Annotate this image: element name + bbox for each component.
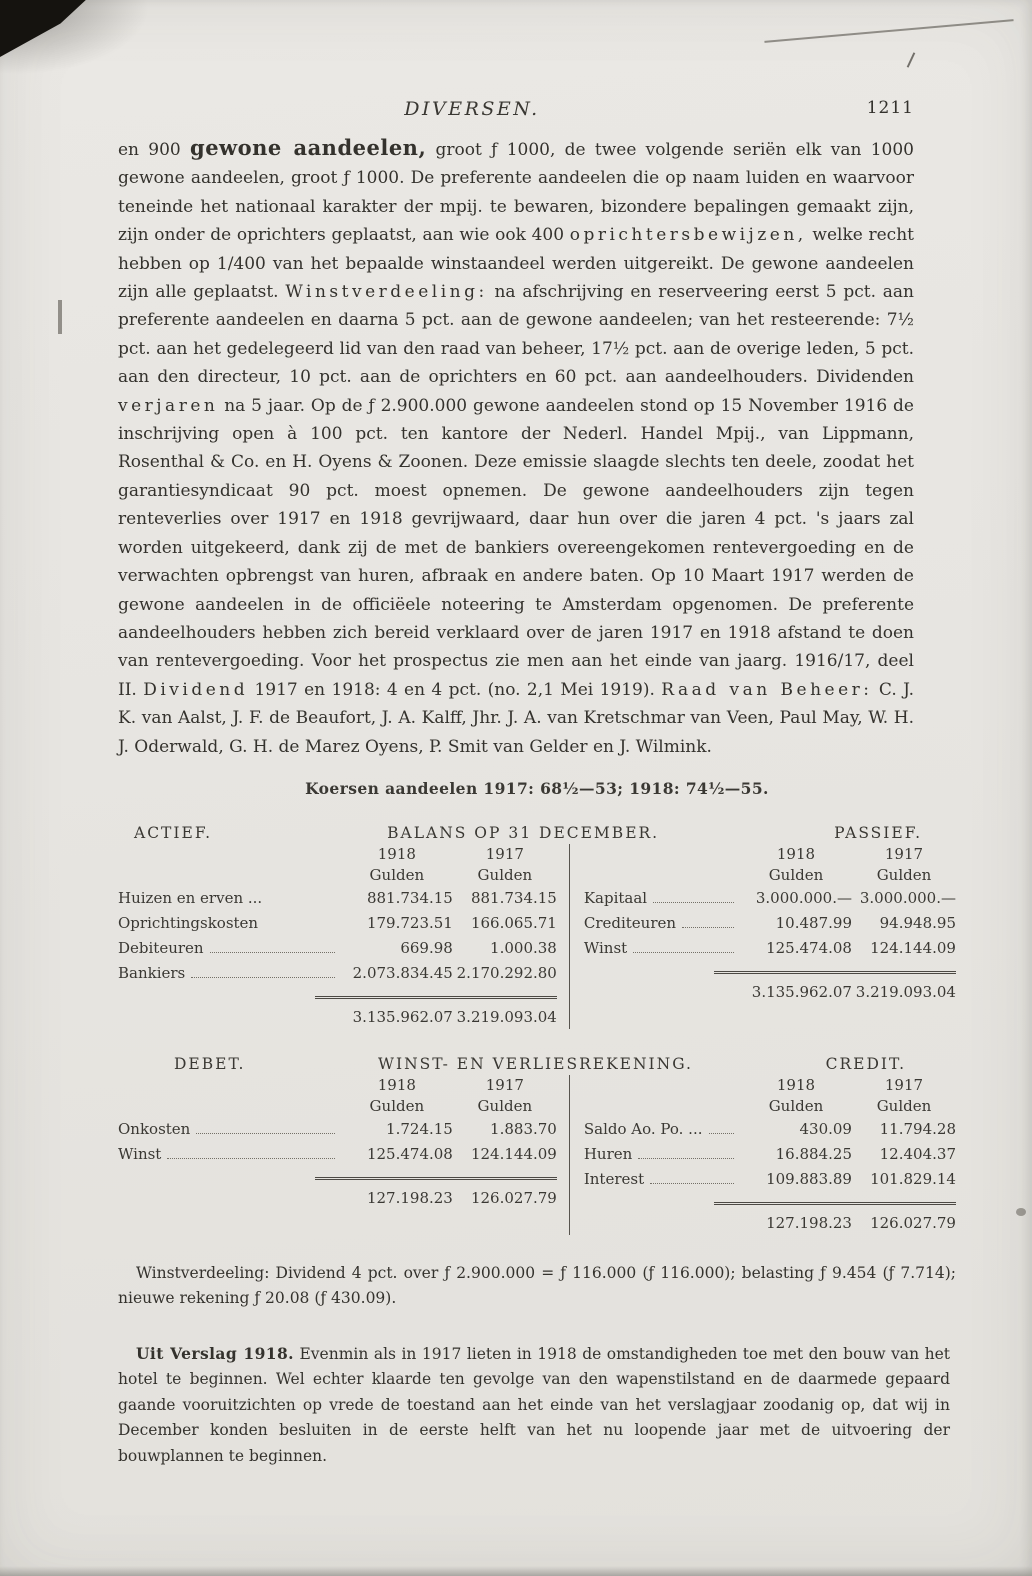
table-row	[118, 936, 557, 961]
actief-label: ACTIEF.	[134, 823, 213, 842]
para-segment: welke recht hebben op 1/400 van het bepaalde winstaandeel werden uitgereikt. De gewone aandeelen zijn alle geplaatst.	[118, 225, 914, 303]
para-segment: na afschrijving en reserveering eerst 5 pct. aan preferente aandeelen en daarna 5 pct. aan de gewone aandeelen; van het resteerende: 7½ pct. aan het gedelegeerd lid van den raad van beheer, 17½ pct. aan de overige leden, 5 pct. aan den directeur, 10 pct. aan de oprichters en 60 pct. aan aandeelhouders. Dividenden	[118, 282, 914, 388]
balance-title: BALANS OP 31 DECEMBER.	[387, 823, 660, 842]
total-values	[315, 1177, 557, 1210]
unit-label: Gulden	[768, 865, 824, 884]
verslag-paragraph	[118, 1341, 950, 1470]
table-row	[584, 936, 956, 961]
credit-label: CREDIT.	[825, 1054, 906, 1073]
row-label: Winst	[118, 1144, 162, 1163]
para-segment: na 5 jaar. Op de ƒ 2.900.000 gewone aandeelen stond op 15 November 1916 de inschrijving open à 100 pct. ten kantore der Nederl. Handel Mpij., van Lippmann, Rosenthal & Co. en H. Oyens & Zoonen. Deze emissie slaagde slechts ten deele, zoodat het garantiesyndicaat 90 pct. moest opnemen. De gewone aandeelhouders zijn tegen renteverlies over 1917 en 1918 gevrijwaard, daar hun over die jaren 4 pct. 's jaars zal worden uitgekeerd, dank zij de met de bankiers overeengekomen rentevergoeding en de verwachten opbrengst van huren, afbraak en andere baten. Op 10 Maart 1917 werden de gewone aandeelen in de officiëele noteering te Amsterdam opgenomen. De preferente aandeelhouders hebben zich bereid verklaard over de jaren 1917 en 1918 afstand te doen van rentevergoeding. Voor het prospectus zie men aan het einde van jaarg. 1916/17, deel II.	[118, 395, 914, 700]
table-row	[584, 1167, 956, 1192]
year-1917-label: 1917	[485, 844, 524, 863]
balance-body	[118, 844, 956, 1029]
table-row	[118, 1142, 557, 1167]
total-1917: 3.219.093.04	[456, 1007, 557, 1026]
total-1917: 126.027.79	[470, 1188, 557, 1207]
year-1917-label: 1917	[884, 844, 924, 863]
value-1917: 124.144.09	[870, 938, 956, 957]
row-label: Kapitaal	[583, 888, 648, 907]
value-1917: 94.948.95	[879, 913, 956, 932]
value-1918: 179.723.51	[366, 913, 453, 932]
passief-total-row	[584, 971, 956, 1004]
year-1918-label: 1918	[377, 844, 416, 863]
unit-label: Gulden	[477, 865, 533, 884]
spaced-term-winstverdeeling: Winstverdeeling:	[285, 282, 488, 303]
year-1917-label: 1917	[485, 1075, 524, 1094]
total-1918: 127.198.23	[366, 1188, 453, 1207]
row-label: Huren	[583, 1144, 633, 1163]
row-label: Winst	[583, 938, 628, 957]
dotted-leader	[709, 1133, 734, 1134]
value-1917: 1.000.38	[490, 938, 557, 957]
verslag-lead: Uit Verslag 1918.	[136, 1343, 294, 1363]
total-values	[315, 996, 557, 1029]
row-label: Debiteuren	[118, 938, 204, 957]
value-1918: 669.98	[400, 938, 453, 957]
scan-edge-artifact	[58, 300, 62, 334]
row-label: Interest	[583, 1169, 645, 1188]
row-label: Huizen en erven ...	[118, 888, 263, 907]
value-1918: 881.734.15	[366, 888, 453, 907]
year-header-row	[584, 1075, 956, 1096]
row-label: Saldo Ao. Po. ...	[583, 1119, 703, 1138]
year-header-row	[118, 844, 557, 865]
spaced-term-dividend: Dividend	[143, 679, 249, 700]
passief-label: PASSIEF.	[834, 823, 922, 842]
dotted-leader	[633, 952, 734, 953]
winstverdeeling-text: Dividend 4 pct. over ƒ 2.900.000 = ƒ 116.000 (ƒ 116.000); belasting ƒ 9.454 (ƒ 7.714); nieuwe rekening ƒ 20.08 (ƒ 430.09).	[118, 1263, 956, 1307]
table-row	[584, 1117, 956, 1142]
running-head	[118, 0, 956, 128]
total-1918: 127.198.23	[766, 1213, 852, 1232]
dotted-leader	[650, 1183, 734, 1184]
profit-loss-statement	[118, 1055, 956, 1235]
para-segment: 1917 en 1918: 4 en 4 pct. (no. 2,1 Mei 1919).	[248, 679, 662, 700]
winstverdeeling-paragraph	[118, 1261, 956, 1311]
balance-actief-column	[118, 844, 569, 1029]
table-row	[118, 911, 557, 936]
value-1917: 2.170.292.80	[456, 963, 557, 982]
year-1917-label: 1917	[884, 1075, 924, 1094]
debet-total-row	[118, 1177, 557, 1210]
dotted-leader	[167, 1158, 335, 1159]
value-1918: 3.000.000.—	[755, 888, 852, 907]
actief-total-row	[118, 996, 557, 1029]
balance-sheet-header	[118, 824, 956, 842]
share-price-line: Koersen aandeelen 1917: 68½—53; 1918: 74½—55.	[305, 778, 769, 798]
value-1918: 16.884.25	[775, 1144, 852, 1163]
profit-loss-body	[118, 1075, 956, 1235]
credit-total-row	[584, 1202, 956, 1235]
para-segment: C. J. K. van Aalst, J. F. de Beaufort, J. A. Kalff, Jhr. J. A. van Kretschmar van Veen, Paul May, W. H. J. Oderwald, G. H. de Marez Oyens, P. Smit van Gelder en J. Wilmink.	[118, 679, 914, 757]
row-label: Onkosten	[118, 1119, 191, 1138]
total-values	[714, 1202, 956, 1235]
year-header-row	[584, 844, 956, 865]
table-row	[584, 911, 956, 936]
debet-column	[118, 1075, 569, 1235]
unit-label: Gulden	[876, 865, 932, 884]
table-row	[118, 886, 557, 911]
dotted-leader	[638, 1158, 734, 1159]
unit-label: Gulden	[369, 865, 425, 884]
value-1917: 12.404.37	[879, 1144, 956, 1163]
dotted-leader	[196, 1133, 335, 1134]
spaced-term-raad-van-beheer: Raad van Beheer:	[661, 679, 873, 700]
unit-header-row	[118, 865, 557, 886]
unit-label: Gulden	[477, 1096, 533, 1115]
value-1917: 3.000.000.—	[859, 888, 956, 907]
credit-column	[569, 1075, 956, 1235]
bold-term-gewone-aandeelen: gewone aandeelen,	[190, 135, 427, 160]
page-title: DIVERSEN.	[404, 98, 540, 120]
balance-passief-column	[569, 844, 956, 1029]
unit-header-row	[118, 1096, 557, 1117]
unit-label: Gulden	[369, 1096, 425, 1115]
total-values	[714, 971, 956, 1004]
year-1918-label: 1918	[377, 1075, 416, 1094]
total-1918: 3.135.962.07	[352, 1007, 453, 1026]
year-1918-label: 1918	[776, 1075, 816, 1094]
value-1917: 11.794.28	[879, 1119, 956, 1138]
dotted-leader	[653, 902, 734, 903]
para-segment: en 900	[118, 140, 191, 160]
profit-loss-header	[118, 1055, 956, 1073]
balance-sheet	[118, 824, 956, 1029]
verslag-text: Evenmin als in 1917 lieten in 1918 de omstandigheden toe met den bouw van het hotel te beginnen. Wel echter klaarde ten gevolge van den wapenstilstand en de daarmede gepaard gaande vooruitzichten op vrede de toestand aan het einde van het verslagjaar zoodanig op, dat wij in December konden besluiten in de eerste helft van het nu loopende jaar met de uitvoering der bouwplannen te beginnen.	[118, 1344, 950, 1465]
debet-label: DEBET.	[174, 1054, 246, 1073]
total-1917: 126.027.79	[870, 1213, 956, 1232]
unit-label: Gulden	[768, 1096, 824, 1115]
scan-bottom-shadow	[0, 1566, 1032, 1576]
value-1918: 2.073.834.45	[352, 963, 453, 982]
value-1918: 109.883.89	[766, 1169, 852, 1188]
table-row	[118, 1117, 557, 1142]
value-1918: 10.487.99	[775, 913, 852, 932]
total-1918: 3.135.962.07	[751, 982, 852, 1001]
table-row	[584, 886, 956, 911]
total-1917: 3.219.093.04	[855, 982, 956, 1001]
unit-header-row	[584, 865, 956, 886]
page-number: 1211	[866, 98, 914, 118]
dotted-leader	[191, 977, 335, 978]
value-1918: 430.09	[799, 1119, 852, 1138]
unit-label: Gulden	[876, 1096, 932, 1115]
row-label: Oprichtingskosten	[118, 913, 259, 932]
table-row	[118, 961, 557, 986]
unit-header-row	[584, 1096, 956, 1117]
year-1918-label: 1918	[776, 844, 816, 863]
value-1917: 1.883.70	[490, 1119, 557, 1138]
spaced-term-oprichtersbewijzen: oprichtersbewijzen,	[569, 225, 807, 246]
dotted-leader	[210, 952, 335, 953]
row-label: Bankiers	[118, 963, 186, 982]
table-row	[584, 1142, 956, 1167]
dotted-leader	[682, 927, 734, 928]
value-1918: 125.474.08	[366, 1144, 453, 1163]
value-1917: 881.734.15	[470, 888, 557, 907]
main-paragraph	[118, 134, 914, 761]
row-label: Crediteuren	[583, 913, 677, 932]
value-1917: 101.829.14	[870, 1169, 956, 1188]
profit-loss-title: WINST- EN VERLIESREKENING.	[378, 1054, 693, 1073]
winstverdeeling-lead: Winstverdeeling:	[136, 1263, 270, 1282]
value-1918: 1.724.15	[386, 1119, 453, 1138]
value-1917: 166.065.71	[470, 913, 557, 932]
year-header-row	[118, 1075, 557, 1096]
value-1917: 124.144.09	[470, 1144, 557, 1163]
value-1918: 125.474.08	[766, 938, 852, 957]
scan-speck-artifact	[1016, 1208, 1026, 1216]
para-segment: groot ƒ 1000, de twee volgende seriën elk van 1000 gewone aandeelen, groot ƒ 1000. De preferente aandeelen die op naam luiden en waarvoor teneinde het nationaal karakter der mpij. te bewaren, bizondere bepalingen gemaakt zijn, zijn onder de oprichters geplaatst, aan wie ook 400	[118, 140, 914, 246]
spaced-term-verjaren: verjaren	[118, 395, 219, 416]
